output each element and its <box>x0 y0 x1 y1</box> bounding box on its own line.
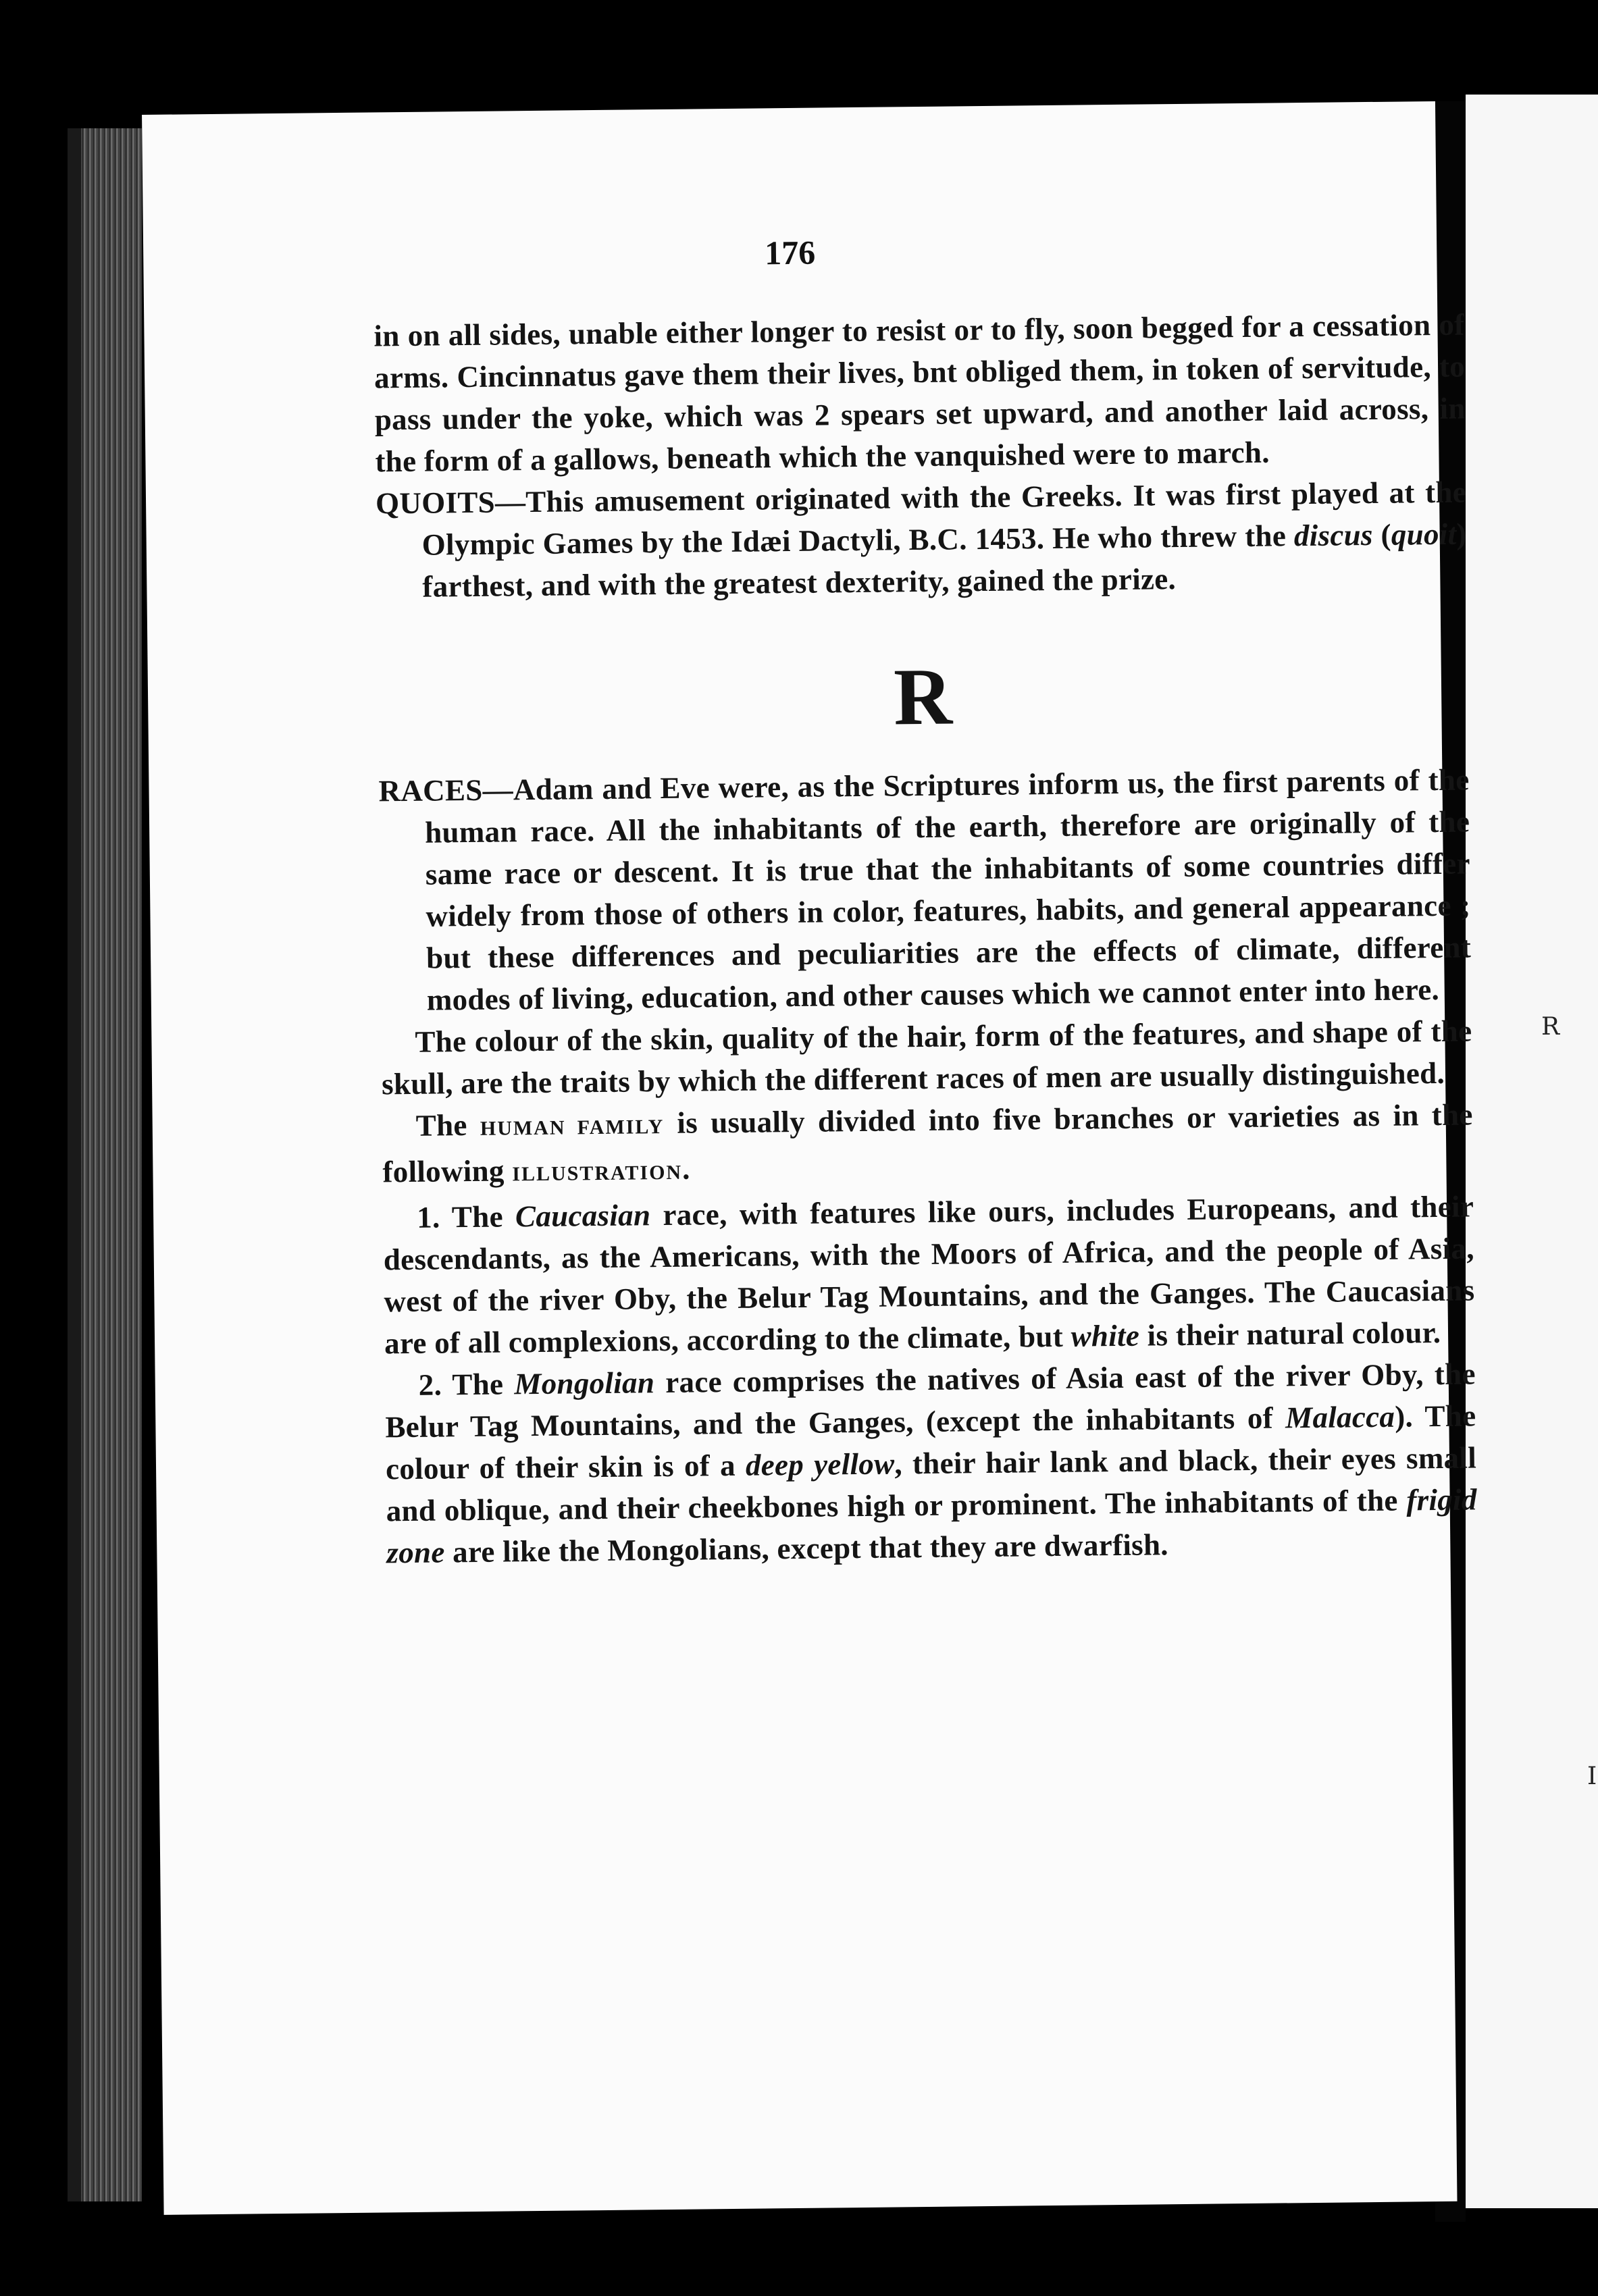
italic-term: Caucasian <box>515 1198 651 1234</box>
page-number: 176 <box>764 233 816 272</box>
races-paragraph-3 <box>382 1093 1473 1197</box>
entry-text: ) farthest, and with the greatest dexterity, gained the prize. <box>422 517 1467 604</box>
paragraph-text: are like the Mongolians, except that they are dwarfish. <box>444 1528 1169 1569</box>
races-paragraph-mongolian <box>384 1353 1477 1573</box>
races-paragraph-2: The colour of the skin, quality of the hair, form of the features, and shape of the skull, are the traits by which the different races of men are usually distinguished. <box>381 1014 1472 1101</box>
italic-term: discus <box>1293 517 1373 553</box>
italic-term: quoit <box>1391 517 1457 552</box>
entry-races <box>378 759 1472 1022</box>
paragraph-text: 1. The <box>416 1199 516 1234</box>
italic-term: Malacca <box>1285 1399 1395 1435</box>
entry-text: ( <box>1372 517 1392 552</box>
book-page <box>142 101 1477 2215</box>
paragraph-text: race, with features like ours, includes Europeans, and their descendants, as the Americans, with the Moors of Africa, and the people of Asia, west of the river Oby, the Belur Tag Mountains, and the Ganges. The Caucasians are of all complexions, according to the climate, but <box>383 1189 1475 1361</box>
paragraph-text: is usually divided into five branches or varieties as in the following <box>382 1097 1473 1189</box>
entry-head: QUOITS— <box>375 485 526 521</box>
entry-head: RACES— <box>378 773 514 808</box>
entry-text: Adam and Eve were, as the Scriptures inform us, the first parents of the human race. All the inhabitants of the earth, therefore are originally of the same race or descent. It is true that the inhabitants of some countries differ widely from those of others in color, features, habits, and general appearance ; but these differences and peculiarities are the effects of climate, different modes of living, education, and other causes which we cannot enter into here. <box>424 762 1472 1017</box>
paragraph-text: . <box>681 1151 690 1186</box>
small-caps-term: HUMAN FAMILY <box>480 1116 665 1140</box>
races-paragraph-caucasian <box>383 1185 1476 1364</box>
paragraph-text: , their hair lank and black, their eyes small and oblique, and their cheekbones high or prominent. The inhabitants of the <box>386 1440 1477 1528</box>
italic-term: deep yellow <box>745 1446 895 1482</box>
section-letter: R <box>893 651 953 742</box>
paragraph-text: is their natural colour. <box>1139 1315 1441 1353</box>
continuation-paragraph: in on all sides, unable either longer to resist or to fly, soon begged for a cessation of arms. Cincinnatus gave them their lives, bnt obliged them, in token of servitude, to pass under the yoke, which was 2 spears set upward, and another laid across, in the form of a gallows, beneath which the vanquished were to march. <box>373 307 1466 479</box>
facing-page-mark: R <box>1541 1013 1560 1041</box>
italic-term: white <box>1071 1318 1140 1353</box>
paragraph-text: race comprises the natives of Asia east of the river Oby, the Belur Tag Mountains, and the Ganges, (except the inhabitants of <box>385 1357 1476 1444</box>
stacked-page-edges <box>81 128 142 2201</box>
paragraph-text: ). The colour of their skin is of a <box>385 1399 1476 1486</box>
entry-quoits <box>376 471 1468 608</box>
page-content <box>373 304 1477 1574</box>
paragraph-text: The <box>415 1107 481 1143</box>
entry-text: This amusement originated with the Greeks. It was first played at the Olympic Games by the Idæi Dactyli, B.C. 1453. He who threw the <box>421 475 1467 562</box>
italic-term: frigid zone <box>386 1482 1477 1570</box>
facing-page <box>1466 95 1598 2208</box>
small-caps-term: ILLUSTRATION <box>512 1161 683 1186</box>
italic-term: Mongolian <box>514 1365 655 1401</box>
facing-page-mark: I <box>1587 1763 1597 1790</box>
paragraph-text: 2. The <box>418 1367 515 1402</box>
